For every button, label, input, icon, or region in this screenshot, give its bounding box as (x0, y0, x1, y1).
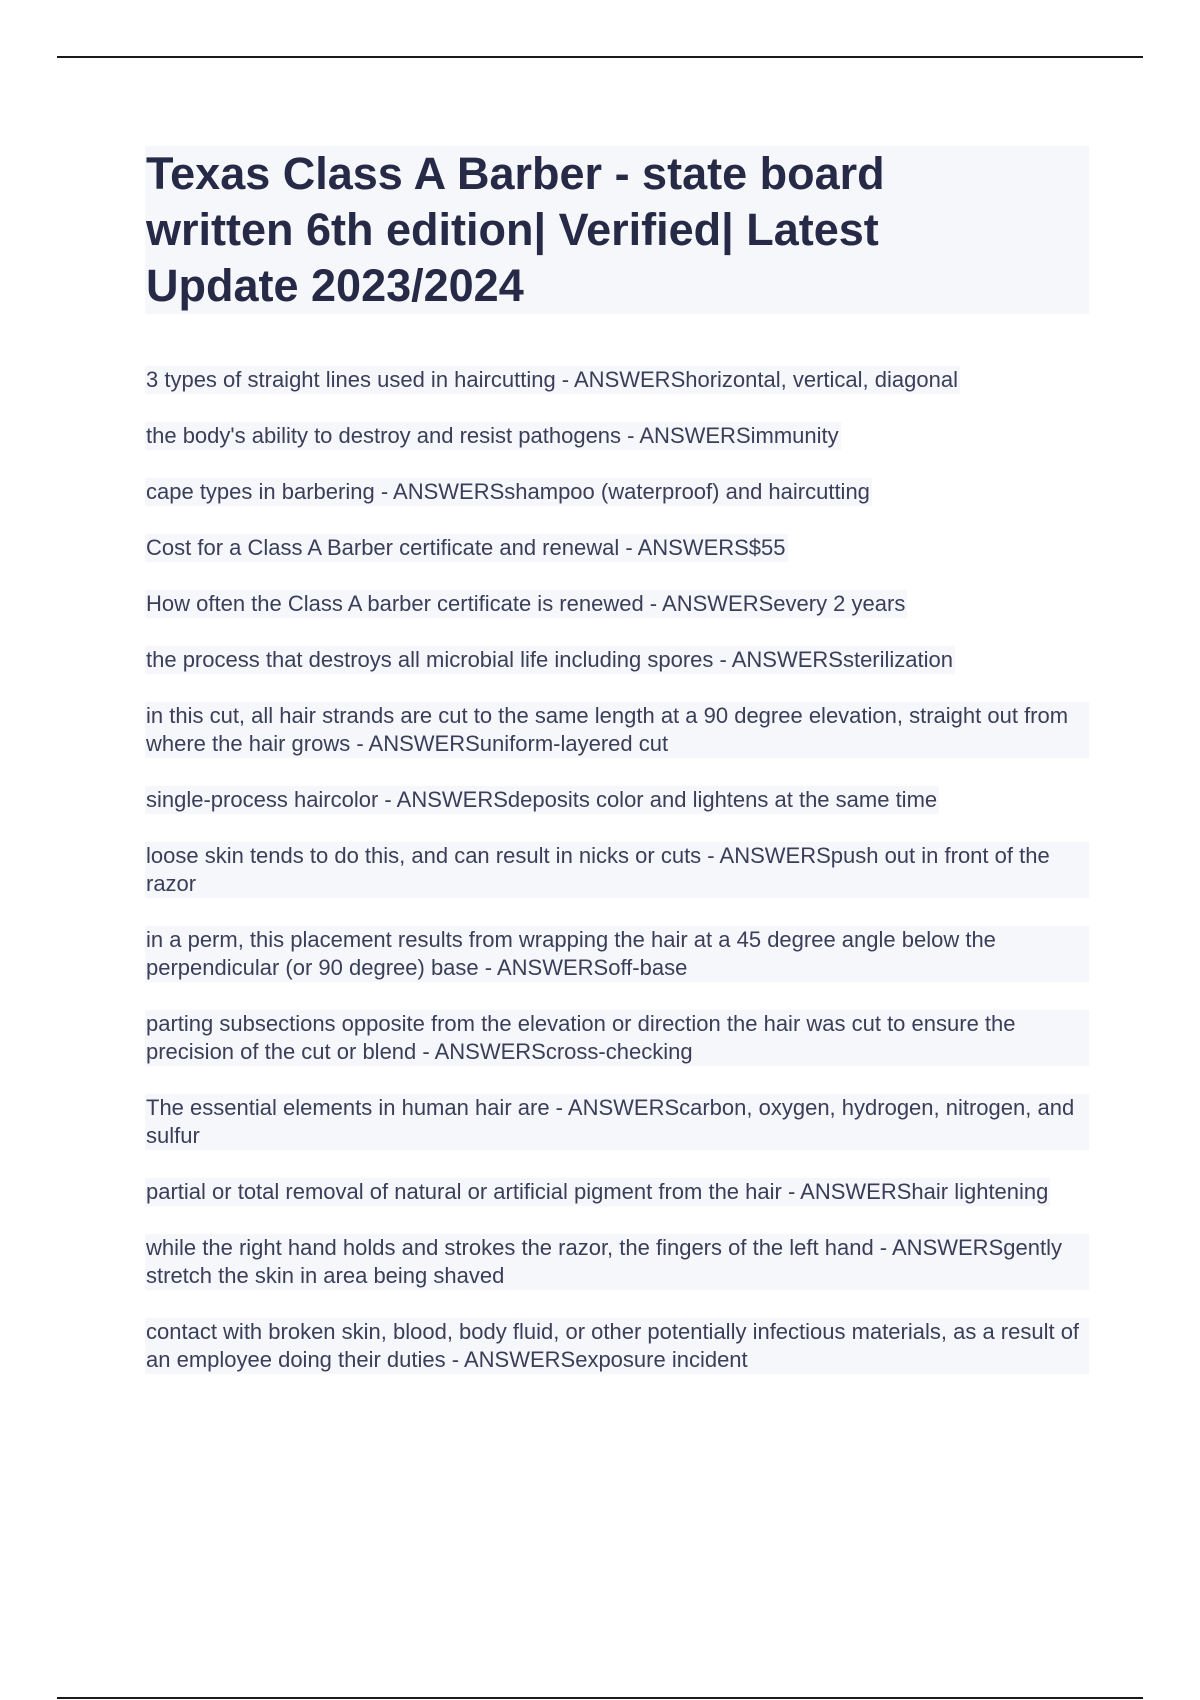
qa-item: 3 types of straight lines used in haircutting - ANSWERShorizontal, vertical, diagonal (146, 367, 958, 392)
qa-item: in this cut, all hair strands are cut to the same length at a 90 degree elevation, straight out from where the hair grows - ANSWERSuniform-layered cut (145, 702, 1089, 758)
qa-item: cape types in barbering - ANSWERSshampoo (waterproof) and haircutting (146, 479, 870, 504)
qa-item: contact with broken skin, blood, body fluid, or other potentially infectious materials, as a result of an employee doing their duties - ANSWERSexposure incident (145, 1318, 1089, 1374)
qa-item: the body's ability to destroy and resist pathogens - ANSWERSimmunity (146, 423, 839, 448)
document-title: Texas Class A Barber - state board written 6th edition| Verified| Latest Update 2023/2024 (146, 148, 885, 311)
qa-item: The essential elements in human hair are - ANSWERScarbon, oxygen, hydrogen, nitrogen, and sulfur (145, 1094, 1089, 1150)
qa-item: parting subsections opposite from the elevation or direction the hair was cut to ensure the precision of the cut or blend - ANSWERScross-checking (145, 1010, 1089, 1066)
qa-item: the process that destroys all microbial life including spores - ANSWERSsterilization (146, 647, 953, 672)
title-block (145, 146, 1089, 314)
qa-item: single-process haircolor - ANSWERSdeposits color and lightens at the same time (146, 787, 938, 812)
qa-item: partial or total removal of natural or artificial pigment from the hair - ANSWERShair lightening (146, 1179, 1049, 1204)
qa-item: while the right hand holds and strokes the razor, the fingers of the left hand - ANSWERSgently stretch the skin in area being shaved (145, 1234, 1089, 1290)
qa-item: Cost for a Class A Barber certificate and renewal - ANSWERS$55 (146, 535, 786, 560)
qa-item: How often the Class A barber certificate is renewed - ANSWERSevery 2 years (146, 591, 906, 616)
qa-list (145, 366, 1089, 1402)
qa-item: in a perm, this placement results from wrapping the hair at a 45 degree angle below the perpendicular (or 90 degree) base - ANSWERSoff-base (145, 926, 1089, 982)
bottom-divider (57, 1697, 1143, 1699)
qa-item: loose skin tends to do this, and can result in nicks or cuts - ANSWERSpush out in front of the razor (145, 842, 1089, 898)
top-divider (57, 56, 1143, 58)
